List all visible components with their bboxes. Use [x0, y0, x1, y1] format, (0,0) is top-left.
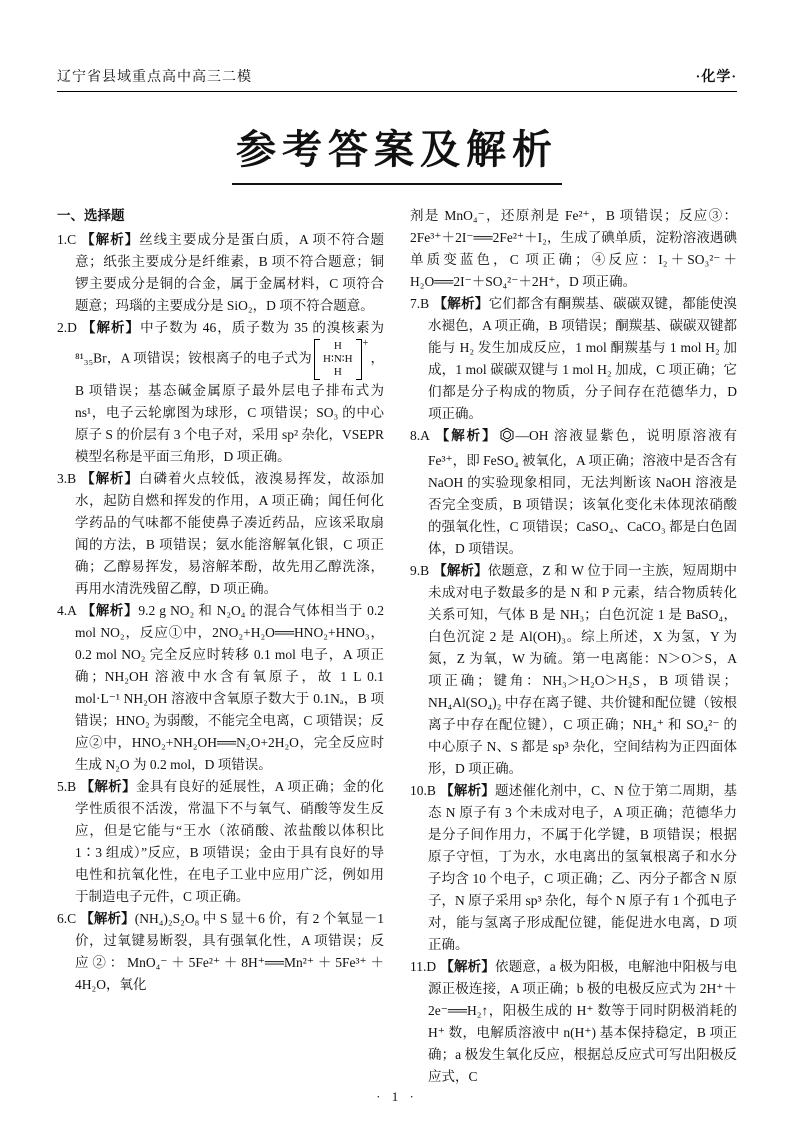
answer-item-1 [57, 229, 384, 317]
analysis-tag: 【解析】 [433, 428, 498, 443]
answer-label: 6.C [57, 911, 77, 926]
formula-line-top: H [333, 340, 342, 352]
header-right-text: ·化学· [695, 70, 737, 85]
answer-label: 2.D [57, 320, 77, 335]
answer-text: 题述催化剂中，C、N 位于第二周期，基态 N 原子有 3 个未成对电子，A 项正确；范德华力是分子间作用力，不属于化学键，B 项错误；根据原子守恒，丁为水，水电离出的氢氧根离子和水分子均含 10 个电子，C 项正确；乙、丙分子都含 N 原子，N 原子采用 sp³ 杂化，每个 N 原子有 1 个孤电子对，能与氢离子形成配位键，能促进水电离，D 项正确。 [428, 783, 737, 952]
benzene-ring-icon [499, 427, 515, 450]
answer-item-11 [410, 956, 737, 1088]
answer-item-2 [57, 317, 384, 468]
right-column [410, 205, 737, 1093]
answer-label: 9.B [410, 563, 430, 578]
answer-text: ，B 项错误；基态碱金属原子最外层电子排布式为 ns¹，电子云轮廓图为球形，C 项错误；SO₃ 的中心原子 S 的价层有 3 个电子对，采用 sp² 杂化，VSEPR 模型名称是平面三角形，D 项正确。 [75, 350, 384, 464]
analysis-tag: 【解析】 [80, 603, 139, 618]
answer-item-6 [57, 908, 384, 996]
answer-label: 7.B [410, 296, 430, 311]
answer-item-8 [410, 425, 737, 560]
page-number: · 1 · [376, 1089, 418, 1104]
page-title [57, 118, 737, 185]
section-heading: 一、选择题 [57, 208, 125, 223]
analysis-tag: 【解析】 [80, 471, 139, 486]
answer-item-9 [410, 560, 737, 780]
answer-label: 4.A [57, 603, 77, 618]
item-6-continuation: 剂是 MnO₄⁻，还原剂是 Fe²⁺，B 项错误；反应③：2Fe³⁺＋2I⁻══2Fe²⁺＋I₂，生成了碘单质，淀粉溶液遇碘单质变蓝色，C 项正确；④反应：I₂＋SO₃²⁻＋H₂O══2I⁻＋SO₄²⁻＋2H⁺，D 项正确。 [410, 208, 737, 289]
electron-dot-formula [314, 339, 368, 380]
answer-text: 依题意，Z 和 W 位于同一主族，短周期中未成对电子数最多的是 N 和 P 元素，结合物质转化关系可知，气体 B 是 NH₃；白色沉淀 1 是 BaSO₄，白色沉淀 2 是 Al(OH)₃。综上所述，X 为氢，Y 为氮，Z 为氧，W 为硫。第一电离能：N＞O＞S，A 项正确；键角：NH₃＞H₂O＞H₂S，B 项错误；NH₄Al(SO₄)₂ 中存在离子键、共价键和配位键（铵根离子中存在配位键），C 项正确；NH₄⁺ 和 SO₄²⁻ 的中心原子 N、S 都是 sp³ 杂化，空间结构为正四面体形，D 项正确。 [428, 563, 737, 776]
answer-text: —OH 溶液显紫色，说明原溶液有 Fe³⁺，即 FeSO₄ 被氧化，A 项正确；溶液中是否含有 NaOH 的实验现象相同，无法判断该 NaOH 溶液是否完全变质，B 项错误；该氧化变化未体现浓硝酸的强氧化性，C 项错误；CaSO₄、CaCO₃ 都是白色固体，D 项错误。 [428, 428, 737, 556]
analysis-tag: 【解析】 [433, 563, 488, 578]
answer-item-5 [57, 776, 384, 908]
analysis-tag: 【解析】 [80, 320, 141, 335]
page-header [57, 66, 737, 92]
answer-label: 11.D [410, 959, 437, 974]
formula-line-bottom: H [333, 366, 342, 378]
header-left-text: 辽宁省县域重点高中高三二模 [57, 70, 252, 85]
right-bracket [356, 339, 362, 380]
answer-label: 10.B [410, 783, 436, 798]
analysis-tag: 【解析】 [439, 783, 496, 798]
analysis-tag: 【解析】 [433, 296, 489, 311]
electron-stack [320, 339, 356, 380]
analysis-tag: 【解析】 [80, 779, 136, 794]
analysis-tag: 【解析】 [80, 232, 140, 247]
answer-text: (NH₄)₂S₂O₈ 中 S 显＋6 价，有 2 个氧显－1 价，过氧键易断裂，具有强氧化性，A 项错误；反应②：MnO₄⁻＋5Fe²⁺＋8H⁺══Mn²⁺＋5Fe³⁺＋4H₂O，氧化 [75, 911, 384, 992]
answer-text: 金具有良好的延展性，A 项正确；金的化学性质很不活泼，常温下不与氧气、硝酸等发生反应，但是它能与“王水（浓硝酸、浓盐酸以体积比 1∶3 组成）”反应，B 项错误；金由于具有良好的导电性和抗氧化性，在电子工业中应用广泛，例如用于制造电子元件，C 项正确。 [75, 779, 384, 904]
left-column [57, 205, 384, 1093]
analysis-tag: 【解析】 [80, 911, 135, 926]
analysis-tag: 【解析】 [440, 959, 496, 974]
answer-label: 1.C [57, 232, 77, 247]
page-title-text: 参考答案及解析 [232, 118, 562, 185]
answer-label: 5.B [57, 779, 77, 794]
formula-charge: + [362, 338, 369, 349]
answer-label: 8.A [410, 428, 430, 443]
answer-text: 它们都含有酮羰基、碳碳双键，都能使溴水褪色，A 项正确，B 项错误；酮羰基、碳碳双键都能与 H₂ 发生加成反应，1 mol 酮羰基与 1 mol H₂ 加成，1 mol 碳碳双键与 1 mol H₂ 加成，C 项正确；它们都是分子构成的物质，分子间存在范德华力，D 项正确。 [428, 296, 737, 421]
content-columns [57, 205, 737, 1093]
formula-line-mid: H∶N∶H [323, 353, 353, 365]
answer-item-3 [57, 468, 384, 600]
answer-text: 依题意，a 极为阳极，电解池中阳极与电源正极连接，A 项正确；b 极的电极反应式为 2H⁺＋2e⁻══H₂↑，阳极生成的 H⁺ 数等于同时阴极消耗的 H⁺ 数，电解质溶液中 n(H⁺) 基本保持稳定，B 项正确；a 极发生氧化反应，根据总反应式可写出阳极反应式，C [428, 959, 737, 1084]
answer-text: 白磷着火点较低，液溴易挥发，故添加水，起防自燃和挥发的作用，A 项正确；闻任何化学药品的气味都不能使鼻子凑近药品，应该采取扇闻的方法，B 项错误；氨水能溶解氧化银，C 项正确；乙醇易挥发，易溶解苯酚，故先用乙醇洗涤，再用水清洗残留乙醇，D 项正确。 [75, 471, 385, 596]
answer-text: 中子数为 46，质子数为 35 的溴核素为 ⁸¹₃₅Br，A 项错误；铵根离子的电子式为 [75, 320, 385, 366]
answer-item-10 [410, 780, 737, 956]
answer-item-7 [410, 293, 737, 425]
answer-text: 丝线主要成分是蛋白质，A 项不符合题意；纸张主要成分是纤维素，B 项不符合题意；铜锣主要成分是铜的合金，属于金属材料，C 项符合题意；玛瑙的主要成分是 SiO₂，D 项不符合题意。 [75, 232, 385, 313]
answer-label: 3.B [57, 471, 77, 486]
page-footer [0, 1089, 794, 1105]
answer-item-4 [57, 600, 384, 776]
answer-text: 9.2 g NO₂ 和 N₂O₄ 的混合气体相当于 0.2 mol NO₂，反应①中，2NO₂+H₂O══HNO₂+HNO₃，0.2 mol NO₂ 完全反应时转移 0.1 mol 电子，A 项正确；NH₂OH 溶液中水含有氧原子，故 1 L 0.1 mol·L⁻¹ NH₂OH 溶液中含氧原子数大于 0.1Nₐ，B 项错误；HNO₂ 为弱酸，不能完全电离，C 项错误；反应②中，HNO₂+NH₂OH══N₂O+2H₂O，完全反应时生成 N₂O 为 0.2 mol，D 项错误。 [75, 603, 384, 772]
